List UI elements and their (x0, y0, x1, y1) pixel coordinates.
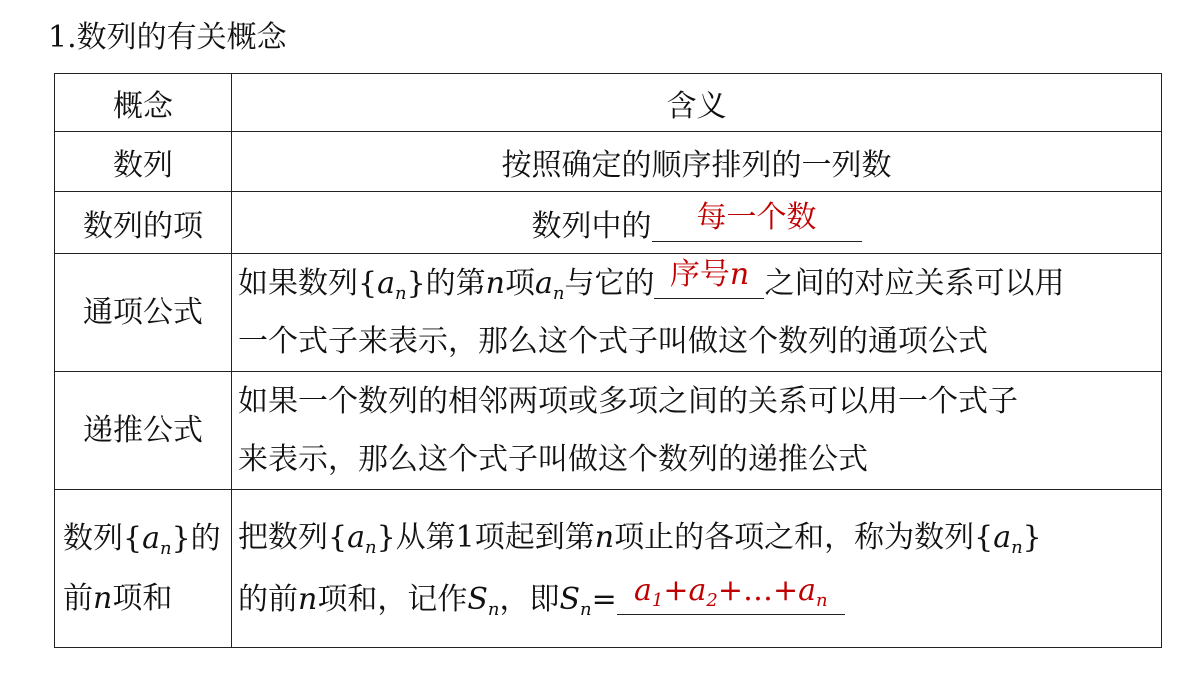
general-answer: 序号n (669, 256, 750, 292)
answer-blank (654, 258, 764, 299)
term-prefix: 数列中的 (531, 208, 652, 244)
answer-blank (617, 574, 845, 615)
meaning-partial-sum (232, 490, 1162, 648)
table-row (55, 490, 1162, 648)
recursive-line1: 如果一个数列的相邻两项或多项之间的关系可以用一个式子 (238, 383, 1018, 419)
sum-line2: 的前n项和，记作$S_n$，即$S_n=$ $a_1+a_2+\dots+a_n$ (238, 569, 1155, 631)
meaning-sequence: 按照确定的顺序排列的一列数 (232, 132, 1162, 192)
general-line1: 如果数列$\{a_n\}$的第n项$a_n$与它的 序号n 之间的对应关系可以用 (238, 256, 1065, 304)
meaning-recursive-formula (232, 372, 1162, 490)
recursive-line2: 来表示，那么这个式子叫做这个数列的递推公式 (238, 441, 868, 477)
concept-table (54, 73, 1162, 648)
table-row (55, 254, 1162, 372)
meaning-term (232, 192, 1162, 254)
meaning-general-formula (232, 254, 1162, 372)
table-row (55, 372, 1162, 490)
header-concept: 概念 (55, 74, 232, 132)
sum-line1: 把数列$\{a_n\}$从第1项起到第n项止的各项之和，称为数列$\{a_n\}$ (238, 519, 1042, 558)
concept-partial-sum: 数列$\{a_n\}$的 前n项和 (55, 490, 232, 648)
table-row (55, 192, 1162, 254)
concept-recursive-formula: 递推公式 (55, 372, 232, 490)
section-title: 1.数列的有关概念 (48, 20, 287, 55)
header-meaning: 含义 (232, 74, 1162, 132)
sum-answer: $a_1+a_2+\dots+a_n$ (633, 572, 828, 611)
general-line2: 一个式子来表示，那么这个式子叫做这个数列的通项公式 (238, 323, 988, 359)
concept-term: 数列的项 (55, 192, 232, 254)
concept-general-formula: 通项公式 (55, 254, 232, 372)
concept-sequence: 数列 (55, 132, 232, 192)
term-answer: 每一个数 (696, 199, 817, 235)
table-row (55, 132, 1162, 192)
answer-blank (652, 201, 862, 242)
table-header-row (55, 74, 1162, 132)
